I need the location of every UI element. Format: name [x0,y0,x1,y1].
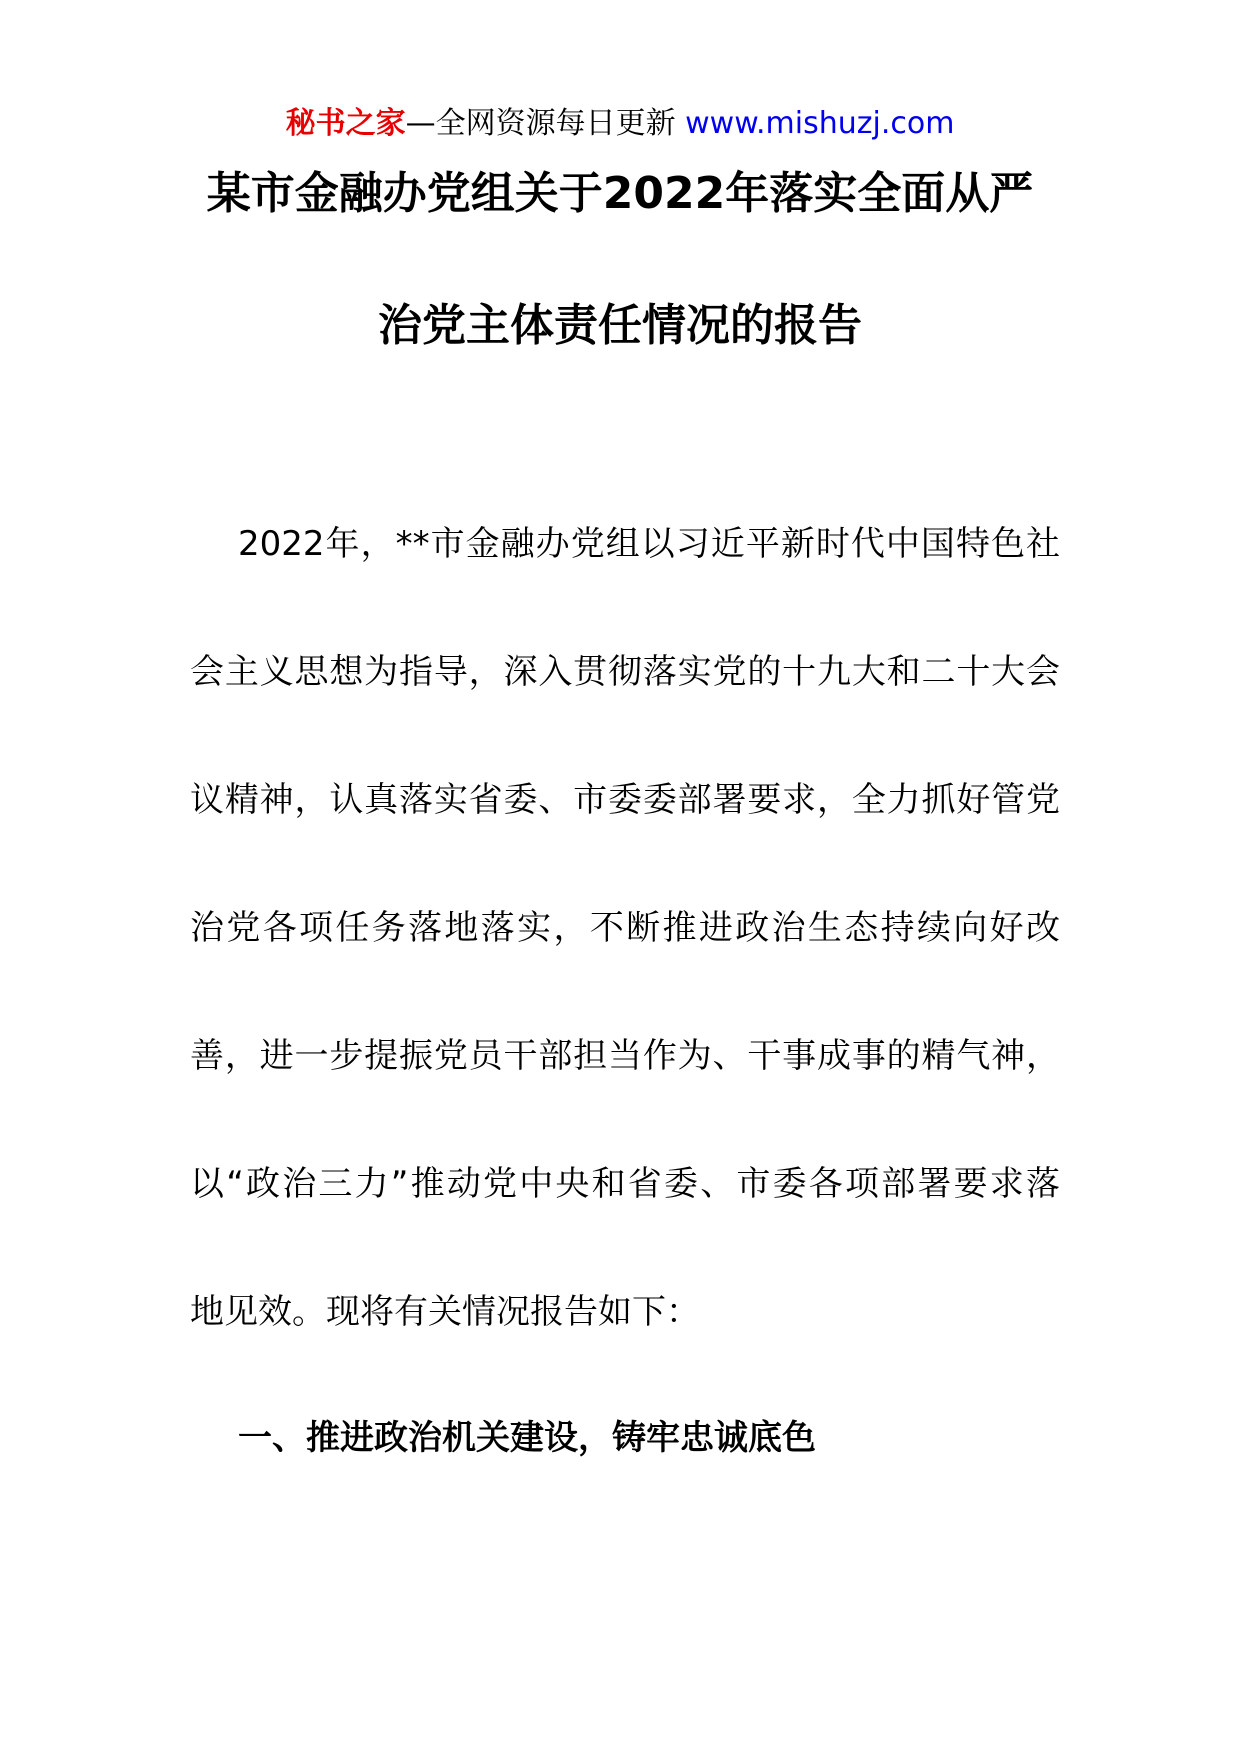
brand-tagline: —全网资源每日更新 [405,106,676,141]
document-title-line-1: 某市金融办党组关于2022年落实全面从严 [206,168,1034,219]
intro-line: 议精神，认真落实省委、市委委部署要求，全力抓好管党 [190,780,1060,820]
document-title-line-2: 治党主体责任情况的报告 [378,300,862,351]
brand-name: 秘书之家 [285,106,406,141]
section-heading: 一、推进政治机关建设，铸牢忠诚底色 [238,1418,816,1458]
intro-line: 治党各项任务落地落实，不断推进政治生态持续向好改 [190,908,1060,948]
intro-line: 善，进一步提振党员干部担当作为、干事成事的精气神， [190,1036,1060,1076]
intro-line: 以“政治三力”推动党中央和省委、市委各项部署要求落 [190,1164,1060,1204]
header-banner [0,104,1240,144]
site-link[interactable]: www.mishuzj.com [685,106,955,141]
intro-line: 2022年，**市金融办党组以习近平新时代中国特色社 [238,524,1060,564]
intro-line: 地见效。现将有关情况报告如下： [190,1292,700,1332]
intro-line: 会主义思想为指导，深入贯彻落实党的十九大和二十大会 [190,652,1060,692]
